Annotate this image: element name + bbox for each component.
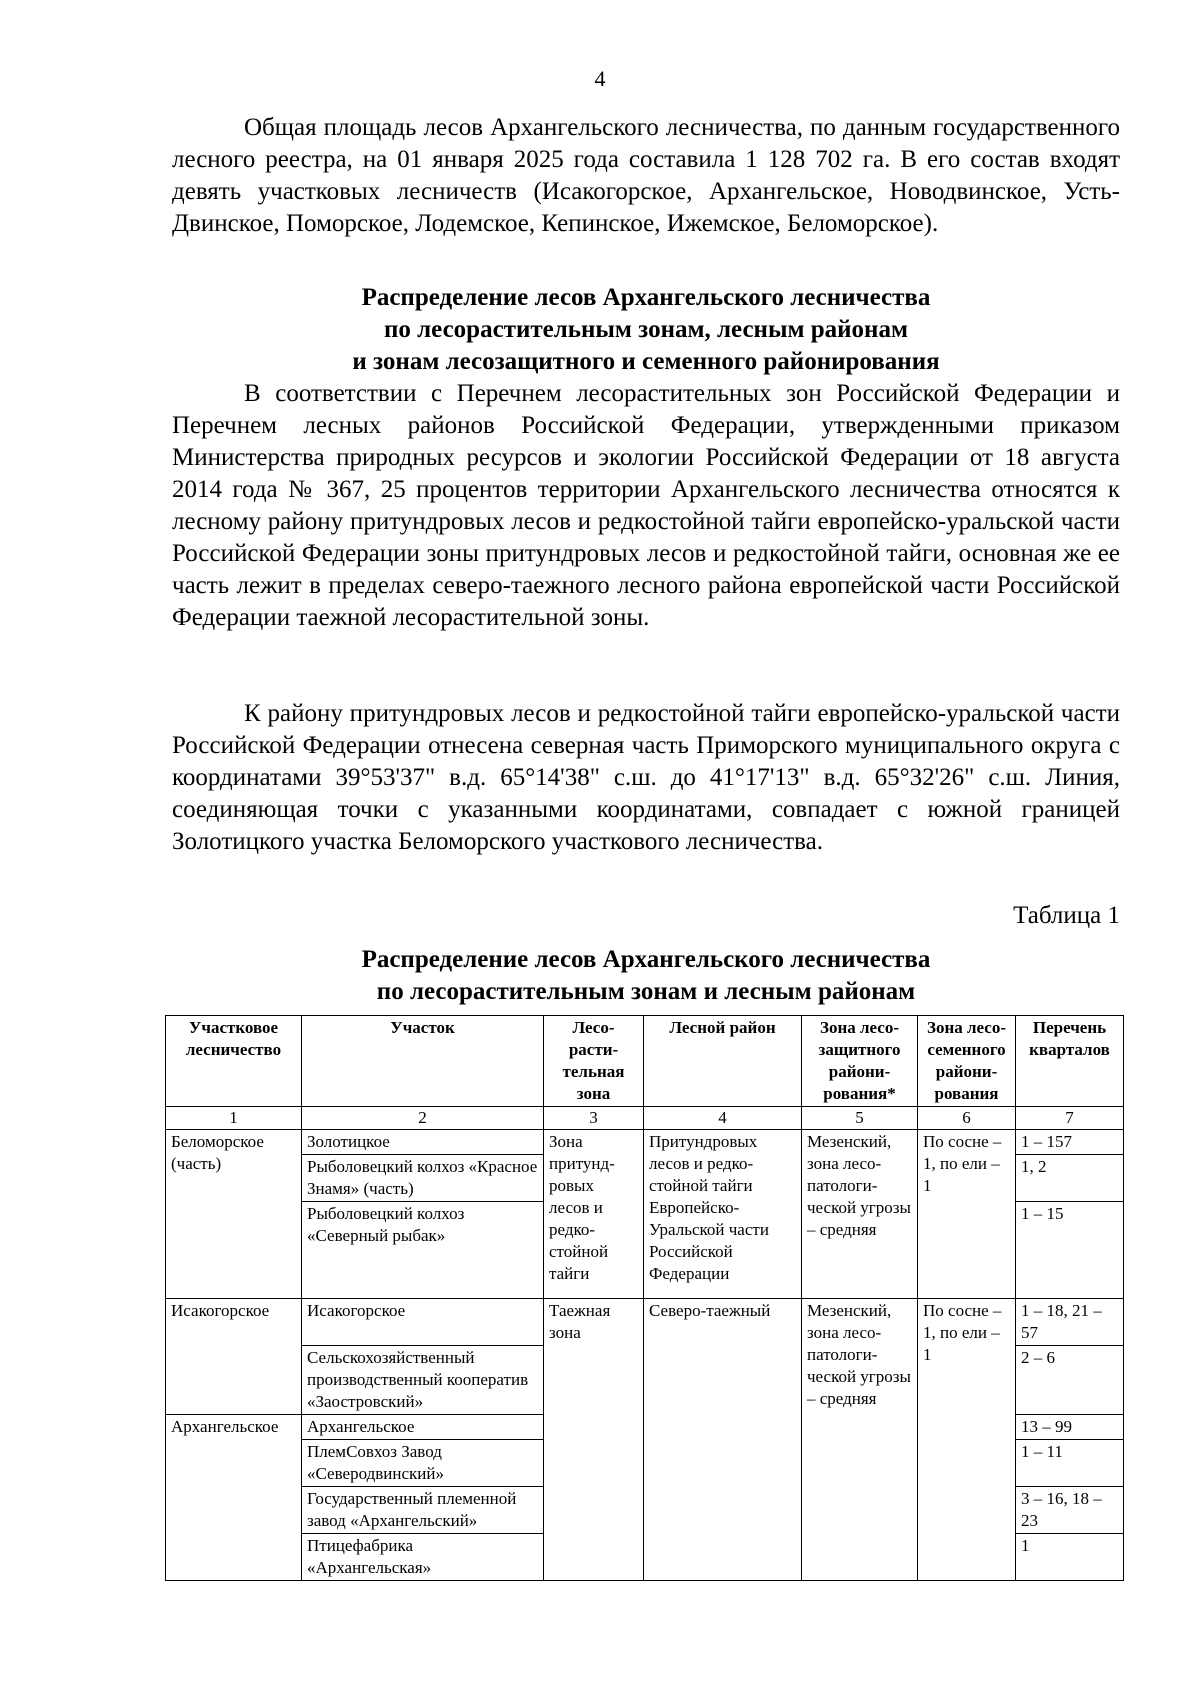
header-vegetation-zone: Лесо-расти-тельная зона (544, 1016, 644, 1107)
paragraph-coordinates: К району притундровых лесов и редкостойной тайги европейско-уральской части Российской Федерации отнесена северная часть Приморского муниципального округа с координатами 39°53'37" в.д. 65°14'38" с.ш. до 41°17'13" в.д. 65°32'26" с.ш. Линия, соединяющая точки с указанными координатами, совпадает с южной границей Золотицкого участка Беломорского участкового лесничества. (172, 700, 1120, 855)
cell-site: Рыболовецкий колхоз «Северный рыбак» (302, 1202, 544, 1299)
col-number: 4 (644, 1107, 802, 1130)
column-number-row (166, 1107, 1124, 1130)
col-number: 1 (166, 1107, 302, 1130)
col-number: 5 (802, 1107, 918, 1130)
cell-protection-zone: Мезенский, зона лесо-патологи-ческой угрозы – средняя (802, 1299, 918, 1581)
table-row (166, 1130, 1124, 1155)
header-protection-zone: Зона лесо-защитного райони-рования* (802, 1016, 918, 1107)
cell-site: Птицефабрика «Архангельская» (302, 1534, 544, 1581)
cell-vegetation-zone: Зона притунд-ровых лесов и редко-стойной тайги (544, 1130, 644, 1299)
section-heading (172, 282, 1120, 378)
cell-site: Архангельское (302, 1415, 544, 1440)
col-number: 2 (302, 1107, 544, 1130)
col-number: 3 (544, 1107, 644, 1130)
cell-site: Сельскохозяйственный производственный кооператив «Заостровский» (302, 1346, 544, 1415)
page-number: 4 (594, 66, 606, 91)
table-label: Таблица 1 (1013, 902, 1120, 929)
col-number: 7 (1016, 1107, 1124, 1130)
cell-protection-zone: Мезенский, зона лесо-патологи-ческой угрозы – средняя (802, 1130, 918, 1299)
section-heading-line-1: Распределение лесов Архангельского лесничества (361, 284, 931, 311)
section-heading-line-2: по лесорастительным зонам, лесным районам (384, 316, 908, 343)
forest-distribution-table (165, 1015, 1124, 1581)
paragraph-zones: В соответствии с Перечнем лесорастительных зон Российской Федерации и Перечнем лесных районов Российской Федерации, утвержденными приказом Министерства природных ресурсов и экологии Российской Федерации от 18 августа 2014 года № 367, 25 процентов территории Архангельского лесничества относятся к лесному району притундровых лесов и редкостойной тайги европейско-уральской части Российской Федерации зоны притундровых лесов и редкостойной тайги, основная же ее часть лежит в пределах северо-таежного лесного района европейской части Российской Федерации таежной лесорастительной зоны. (172, 380, 1120, 631)
paragraph-forest-area: Общая площадь лесов Архангельского лесничества, по данным государственного лесного реестра, на 01 января 2025 года составила 1 128 702 га. В его состав входят девять участковых лесничеств (Исакогорское, Архангельское, Новодвинское, Усть-Двинское, Поморское, Лодемское, Кепинское, Ижемское, Беломорское). (172, 114, 1120, 237)
header-forest-district: Лесной район (644, 1016, 802, 1107)
header-quarters: Перечень кварталов (1016, 1016, 1124, 1107)
cell-quarters: 13 – 99 (1016, 1415, 1124, 1440)
cell-vegetation-zone: Таежная зона (544, 1299, 644, 1581)
table-heading (172, 944, 1120, 1008)
col-number: 6 (918, 1107, 1016, 1130)
cell-quarters: 1 – 157 (1016, 1130, 1124, 1155)
cell-site: Золотицкое (302, 1130, 544, 1155)
cell-forestry: Исакогорское (166, 1299, 302, 1415)
table-header-row (166, 1016, 1124, 1107)
cell-quarters: 2 – 6 (1016, 1346, 1124, 1415)
cell-forest-district: Притундровых лесов и редко-стойной тайги Европейско-Уральской части Российской Федерации (644, 1130, 802, 1299)
cell-quarters: 3 – 16, 18 – 23 (1016, 1487, 1124, 1534)
cell-quarters: 1 – 18, 21 – 57 (1016, 1299, 1124, 1346)
cell-quarters: 1 – 11 (1016, 1440, 1124, 1487)
cell-seed-zone: По сосне – 1, по ели – 1 (918, 1130, 1016, 1299)
table-heading-line-2: по лесорастительным зонам и лесным районам (376, 978, 916, 1005)
cell-site: ПлемСовхоз Завод «Северодвинский» (302, 1440, 544, 1487)
cell-quarters: 1 (1016, 1534, 1124, 1581)
table-heading-line-1: Распределение лесов Архангельского лесничества (361, 946, 931, 973)
cell-site: Рыболовецкий колхоз «Красное Знамя» (часть) (302, 1155, 544, 1202)
cell-quarters: 1, 2 (1016, 1155, 1124, 1202)
header-site: Участок (302, 1016, 544, 1107)
cell-site: Государственный племенной завод «Архангельский» (302, 1487, 544, 1534)
table-row (166, 1299, 1124, 1346)
cell-site: Исакогорское (302, 1299, 544, 1346)
cell-quarters: 1 – 15 (1016, 1202, 1124, 1299)
cell-forestry: Архангельское (166, 1415, 302, 1581)
header-forestry: Участковое лесничество (166, 1016, 302, 1107)
cell-forestry: Беломорское (часть) (166, 1130, 302, 1299)
cell-forest-district: Северо-таежный (644, 1299, 802, 1581)
cell-seed-zone: По сосне – 1, по ели – 1 (918, 1299, 1016, 1581)
header-seed-zone: Зона лесо-семенного райони-рования (918, 1016, 1016, 1107)
section-heading-line-3: и зонам лесозащитного и семенного районирования (352, 348, 940, 375)
